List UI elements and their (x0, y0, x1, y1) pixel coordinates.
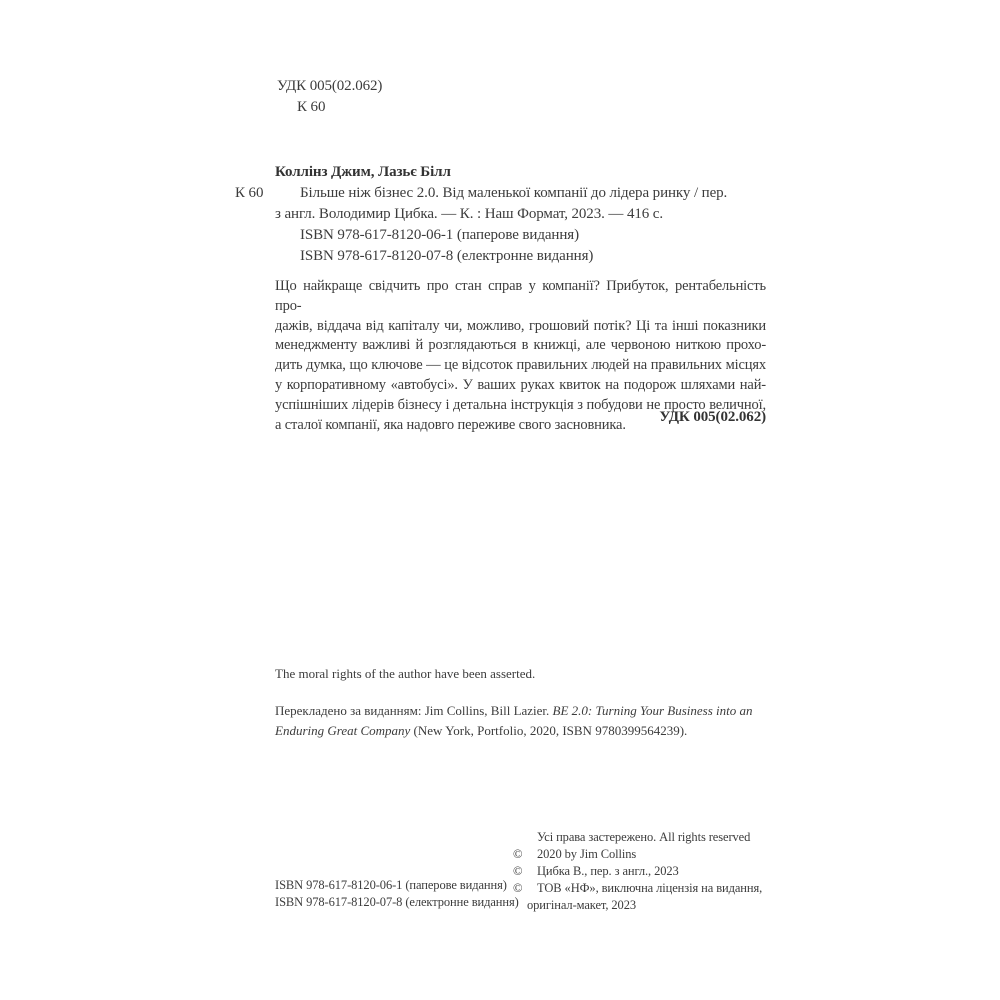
udk-classification-top (277, 76, 382, 118)
copyright-text: ТОВ «НФ», виключна ліцензія на видання, (537, 881, 763, 895)
isbn-footer-paper: ISBN 978-617-8120-06-1 (паперове видання) (275, 878, 507, 892)
catalog-title-line-1: Більше ніж бізнес 2.0. Від маленької компанії до лідера ринку / пер. (300, 185, 728, 201)
moral-rights-notice: The moral rights of the author have been asserted. (275, 666, 536, 681)
isbn-ebook-line: ISBN 978-617-8120-07-8 (електронне видання) (300, 248, 594, 264)
author-sign-code: К 60 (235, 185, 264, 201)
author-sign-top: К 60 (297, 99, 326, 115)
copyright-symbol: © (513, 847, 523, 861)
all-rights-reserved-line: Усі права застережено. All rights reserved (537, 830, 751, 844)
isbn-footer-block (275, 877, 519, 911)
udk-number-top: УДК 005(02.062) (277, 78, 383, 94)
translation-source-text: Перекладено за виданням: Jim Collins, Bill Lazier. (275, 703, 553, 718)
isbn-paper-line: ISBN 978-617-8120-06-1 (паперове видання) (300, 227, 579, 243)
copyright-entry-continuation: оригінал-макет, 2023 (527, 898, 636, 912)
copyright-text: Цибка В., пер. з англ., 2023 (537, 864, 679, 878)
annotation-line: успішніших лідерів бізнесу і детальна інструкція з побудови не просто величної, (275, 396, 766, 413)
translation-source (275, 701, 785, 740)
authors-heading: Коллінз Джим, Лазьє Білл (275, 164, 451, 180)
annotation-line: а сталої компанії, яка надовго переживе свого засновника. (275, 416, 626, 433)
udk-classification-bottom: УДК 005(02.062) (659, 409, 766, 425)
copyright-entry (513, 880, 783, 897)
annotation-line: менеджменту важливі й розглядаються в книжці, але червоною ниткою прохо- (275, 337, 766, 354)
catalog-card (235, 162, 780, 267)
annotation-line: дить думка, що ключове — це відсоток правильних людей на правильних місцях (275, 357, 766, 374)
isbn-footer-ebook: ISBN 978-617-8120-07-8 (електронне видання) (275, 895, 519, 909)
copyright-symbol: © (513, 881, 523, 895)
translation-source-text-cont: (New York, Portfolio, 2020, ISBN 9780399564239). (410, 722, 688, 738)
annotation-line: Що найкраще свідчить про стан справ у компанії? Прибуток, рентабельність про- (275, 278, 766, 314)
original-title-italic: BE 2.0: Turning Your Business into an (552, 703, 753, 718)
annotation-line: у корпоративному «автобусі». У ваших руках квиток на подорож шляхами най- (275, 376, 766, 393)
copyright-entry (513, 863, 783, 880)
translation-source-line-2 (275, 721, 785, 741)
annotation-line: дажів, віддача від капіталу чи, можливо, грошовий потік? Ці та інші показники (275, 317, 766, 334)
copyright-text: 2020 by Jim Collins (537, 847, 637, 861)
catalog-title-row (235, 183, 780, 204)
catalog-title-line-2: з англ. Володимир Цибка. — К. : Наш Формат, 2023. — 416 с. (275, 206, 664, 222)
original-title-italic-cont: Enduring Great Company (275, 722, 411, 738)
translation-source-line-1 (275, 701, 785, 721)
copyright-entry (513, 846, 783, 863)
copyright-block (513, 829, 783, 914)
copyright-symbol: © (513, 864, 523, 878)
